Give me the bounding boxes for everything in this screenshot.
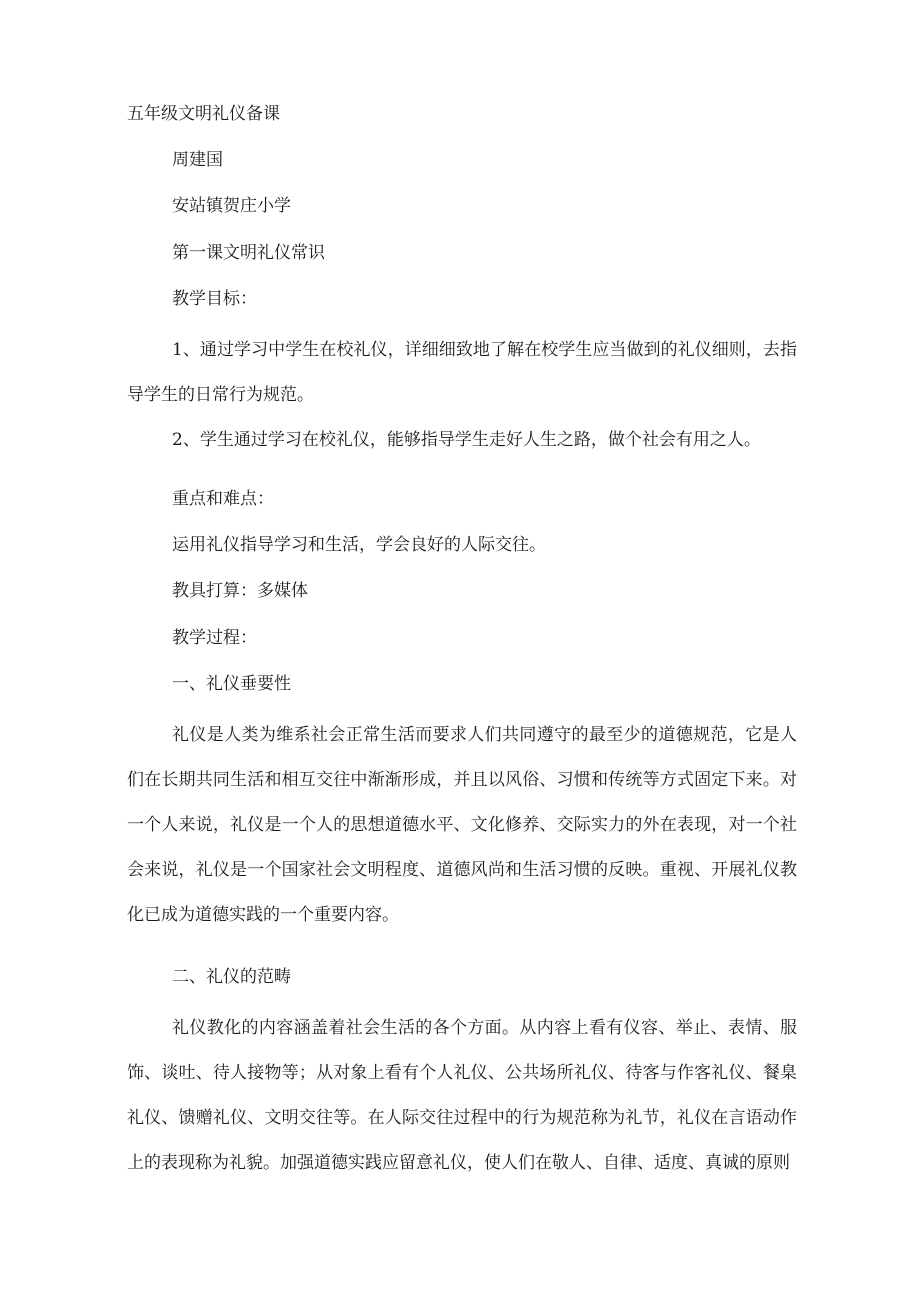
key-points-heading: 重点和难点： xyxy=(172,489,274,509)
teaching-tools: 教具打算：多媒体 xyxy=(172,581,308,601)
section-2-heading: 二、礼仪的范畴 xyxy=(172,967,291,987)
objective-1: 1、通过学习中学生在校礼仪，详细细致地了解在校学生应当做到的礼仪细则，去指导学生的日常行为规范。 xyxy=(127,340,797,405)
section-1-paragraph: 礼仪是人类为维系社会正常生活而要求人们共同遵守的最至少的道德规范，它是人们在长期共同生活和相互交往中渐渐形成，并且以风俗、习惯和传统等方式固定下来。对一个人来说，礼仪是一个人的思想道德水平、文化修养、交际实力的外在表现，对一个社会来说，礼仪是一个国家社会文明程度、道德风尚和生活习惯的反映。重视、开展礼仪教化已成为道德实践的一个重要内容。 xyxy=(127,725,797,925)
author-name: 周建国 xyxy=(172,150,223,170)
section-1-heading: 一、礼仪垂要性 xyxy=(172,674,291,694)
school-name: 安站镇贺庄小学 xyxy=(172,196,291,216)
objective-2: 2、学生通过学习在校礼仪，能够指导学生走好人生之路，做个社会有用之人。 xyxy=(172,430,761,450)
process-heading: 教学过程： xyxy=(172,628,257,648)
document-title: 五年级文明礼仪备课 xyxy=(127,104,280,124)
section-2-paragraph: 礼仪教化的内容涵盖着社会生活的各个方面。从内容上看有仪容、举止、表情、服饰、谈吐、待人接物等；从对象上看有个人礼仪、公共场所礼仪、待客与作客礼仪、餐臬礼仪、馈赠礼仪、文明交往等。在人际交往过程中的行为规范称为礼节，礼仪在言语动作上的表现称为礼貌。加强道德实践应留意礼仪，使人们在敬人、自律、适度、真诚的原则 xyxy=(127,1018,797,1173)
lesson-title: 第一课文明礼仪常识 xyxy=(172,243,325,263)
objectives-heading: 教学目标： xyxy=(172,289,257,309)
key-points-text: 运用礼仪指导学习和生活，学会良好的人际交往。 xyxy=(172,535,546,555)
